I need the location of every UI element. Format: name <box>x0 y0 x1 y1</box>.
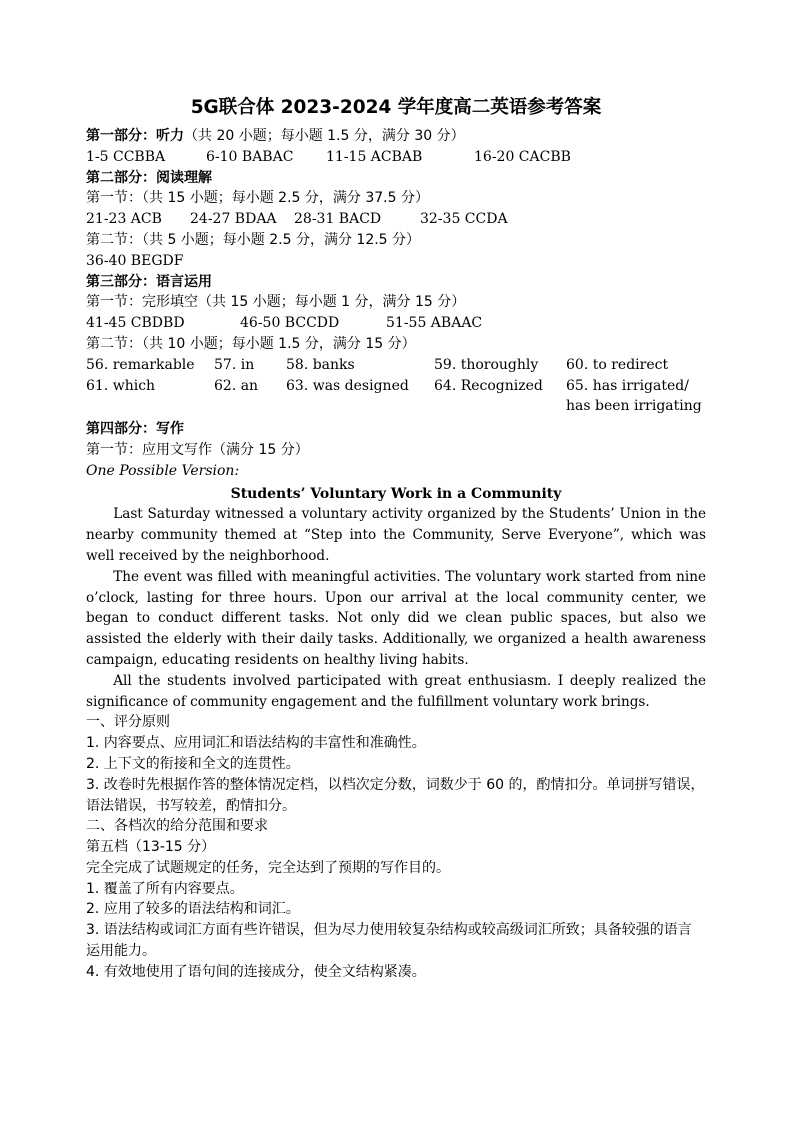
page-title: 5G联合体 2023-2024 学年度高二英语参考答案 <box>190 97 602 118</box>
part1-answers <box>86 147 706 168</box>
part4-section1: 第一节：应用文写作（满分 15 分） <box>86 441 309 458</box>
part2-section2-answer: 36-40 BEGDF <box>86 252 184 269</box>
level5-item: 4. 有效地使用了语句间的连接成分，使全文结构紧凑。 <box>86 963 426 980</box>
answer-group: 21-23 ACB <box>86 211 162 228</box>
grammar-answer: 56. remarkable <box>86 356 195 373</box>
part1-info: （共 20 小题；每小题 1.5 分，满分 30 分） <box>184 128 465 144</box>
essay-title: Students’ Voluntary Work in a Community <box>230 485 562 502</box>
grammar-answer: 59. thoroughly <box>434 356 539 373</box>
part1-heading: 第一部分：听力 <box>86 128 184 144</box>
answer-group: 41-45 CBDBD <box>86 315 185 332</box>
answer-group: 28-31 BACD <box>294 211 382 228</box>
part3-section1: 第一节：完形填空（共 15 小题；每小题 1 分，满分 15 分） <box>86 294 466 311</box>
grammar-answer: 58. banks <box>286 356 355 373</box>
answer-group: 24-27 BDAA <box>190 211 277 228</box>
essay-paragraph: Last Saturday witnessed a voluntary activity organized by the Students’ Union in the nearby community themed at “Step into the Community, Serve Everyone”, which was well received by the neighborhood. <box>86 506 706 564</box>
grammar-answer-alt: has been irrigating <box>566 398 702 415</box>
level5-heading: 第五档（13-15 分） <box>86 839 216 856</box>
essay-paragraph: All the students involved participated with great enthusiasm. I deeply realized the significance of community engagement and the fulfillment voluntary work brings. <box>86 672 706 710</box>
level5-description: 完全完成了试题规定的任务，完全达到了预期的写作目的。 <box>86 859 450 876</box>
grammar-answer: 60. to redirect <box>566 356 669 373</box>
grammar-answer: 62. an <box>214 377 259 394</box>
answer-group: 11-15 ACBAB <box>326 148 423 165</box>
answer-group: 16-20 CACBB <box>474 148 571 165</box>
grammar-answer: 61. which <box>86 377 156 394</box>
part2-heading: 第二部分：阅读理解 <box>86 169 212 186</box>
answer-group: 6-10 BABAC <box>206 148 294 165</box>
part2-section1-answers <box>86 209 706 230</box>
grading-principle: 3. 改卷时先根据作答的整体情况定档，以档次定分数，词数少于 60 的，酌情扣分。单词拼写错误，语法错误，书写较差，酌情扣分。 <box>86 776 705 814</box>
grammar-answer: 57. in <box>214 356 255 373</box>
answer-group: 51-55 ABAAC <box>386 315 483 332</box>
part3-section1-answers <box>86 313 706 334</box>
answer-group: 1-5 CCBBA <box>86 148 166 165</box>
grading-principle: 1. 内容要点、应用词汇和语法结构的丰富性和准确性。 <box>86 735 426 752</box>
part3-section2: 第二节：（共 10 小题；每小题 1.5 分，满分 15 分） <box>86 335 416 352</box>
grammar-answer: 65. has irrigated/ <box>566 377 689 394</box>
part2-section2: 第二节：（共 5 小题；每小题 2.5 分，满分 12.5 分） <box>86 231 421 248</box>
level5-item: 2. 应用了较多的语法结构和词汇。 <box>86 901 300 918</box>
answer-group: 46-50 BCCDD <box>240 315 340 332</box>
grammar-answer: 63. was designed <box>286 377 409 394</box>
answer-key-page <box>86 96 706 983</box>
part4-heading: 第四部分：写作 <box>86 421 184 438</box>
level5-item: 1. 覆盖了所有内容要点。 <box>86 880 244 897</box>
part1-line <box>86 126 706 147</box>
level5-item: 运用能力。 <box>86 943 156 960</box>
grading-principles-heading: 一、评分原则 <box>86 714 170 731</box>
part2-section1: 第一节：（共 15 小题；每小题 2.5 分，满分 37.5 分） <box>86 190 429 207</box>
grading-levels-heading: 二、各档次的给分范围和要求 <box>86 818 268 835</box>
part3-heading: 第三部分：语言运用 <box>86 273 212 290</box>
grammar-answers <box>86 355 706 417</box>
version-label: One Possible Version: <box>86 462 240 479</box>
answer-group: 32-35 CCDA <box>420 211 508 228</box>
level5-item: 3. 语法结构或词汇方面有些许错误，但为尽力使用较复杂结构或较高级词汇所致；具备较强的语言 <box>86 922 692 939</box>
grammar-answer: 64. Recognized <box>434 377 543 394</box>
essay-paragraph: The event was filled with meaningful activities. The voluntary work started from nine o’clock, lasting for three hours. Upon our arrival at the local community center, we began to conduct different tasks. Not only did we clean public spaces, but also we assisted the elderly with their daily tasks. Additionally, we organized a health awareness campaign, educating residents on healthy living habits. <box>86 568 706 668</box>
grading-principle: 2. 上下文的衔接和全文的连贯性。 <box>86 755 300 772</box>
